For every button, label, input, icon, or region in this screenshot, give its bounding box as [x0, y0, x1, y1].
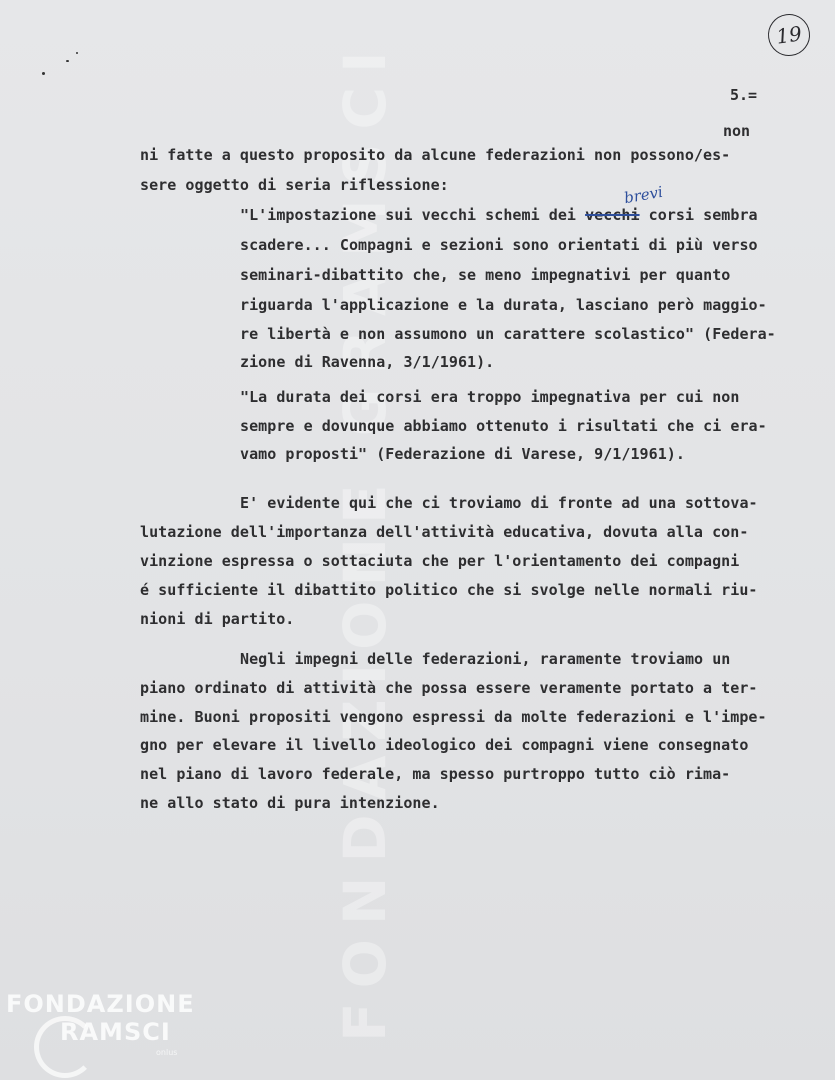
struck-word: vecchi	[585, 206, 640, 224]
intro-line: sere oggetto di seria riflessione:	[140, 176, 449, 194]
quote1-line: re libertà e non assumono un carattere scolastico" (Federa-	[240, 325, 776, 343]
quote1-line: seminari-dibattito che, se meno impegnativi per quanto	[240, 266, 731, 284]
ink-speck	[66, 60, 69, 62]
ink-speck	[76, 52, 78, 54]
ink-speck	[42, 72, 45, 75]
page-number: 5.=	[730, 86, 758, 104]
paragraph-line: vinzione espressa o sottaciuta che per l'orientamento dei compagni	[140, 552, 740, 570]
paragraph-line: nioni di partito.	[140, 610, 295, 628]
quote2-line: "La durata dei corsi era troppo impegnativa per cui non	[240, 388, 740, 406]
paragraph-line: E' evidente qui che ci troviamo di fronte ad una sottova-	[240, 494, 758, 512]
vertical-watermark: FONDAZIONE GRAMSCI	[331, 37, 399, 1043]
quote1-line: "L'impostazione sui vecchi schemi dei vecchi corsi sembra	[240, 206, 758, 224]
paragraph-line: nel piano di lavoro federale, ma spesso purtroppo tutto ciò rima-	[140, 765, 731, 783]
quote2-line: vamo proposti" (Federazione di Varese, 9/1/1961).	[240, 445, 685, 463]
quote2-line: sempre e dovunque abbiamo ottenuto i risultati che ci era-	[240, 417, 767, 435]
intro-line: ni fatte a questo proposito da alcune federazioni non possono/es-	[140, 146, 731, 164]
paragraph-line: ne allo stato di pura intenzione.	[140, 794, 440, 812]
quote1-line: zione di Ravenna, 3/1/1961).	[240, 353, 495, 371]
fondazione-gramsci-logo: FONDAZIONE RAMSCI onlus	[6, 990, 206, 1075]
paragraph-line: Negli impegni delle federazioni, raramente troviamo un	[240, 650, 731, 668]
paragraph-line: é sufficiente il dibattito politico che si svolge nelle normali riu-	[140, 581, 758, 599]
paragraph-line: lutazione dell'importanza dell'attività educativa, dovuta alla con-	[140, 523, 749, 541]
paragraph-line: piano ordinato di attività che possa essere veramente portato a ter-	[140, 679, 758, 697]
typed-insertion: non	[723, 122, 751, 140]
quote1-line: riguarda l'applicazione e la durata, lasciano però maggio-	[240, 296, 767, 314]
handwritten-folio-number: 19	[765, 11, 812, 58]
handwritten-correction: brevi	[622, 182, 665, 208]
paragraph-line: gno per elevare il livello ideologico dei compagni viene consegnato	[140, 736, 749, 754]
quote1-line: scadere... Compagni e sezioni sono orientati di più verso	[240, 236, 758, 254]
paragraph-line: mine. Buoni propositi vengono espressi da molte federazioni e l'impe-	[140, 708, 767, 726]
